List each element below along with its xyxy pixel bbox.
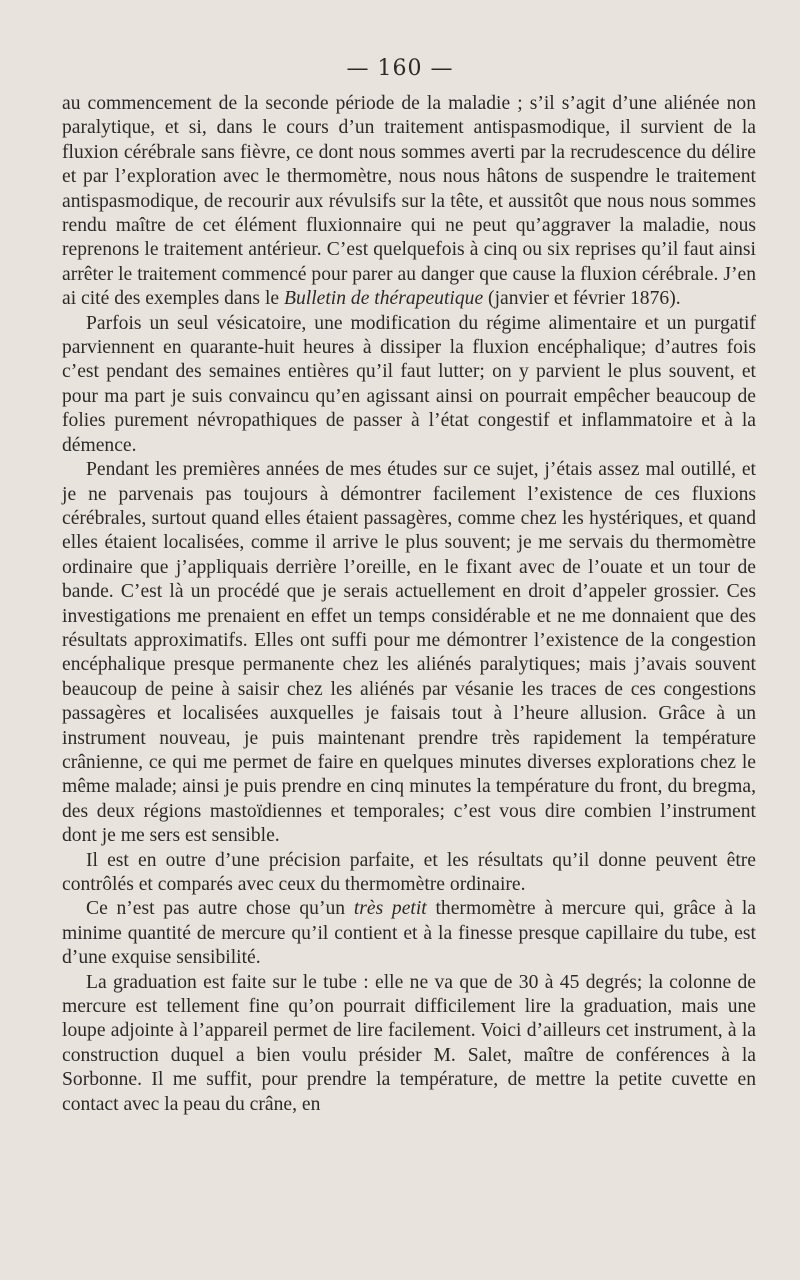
paragraph-5-text-b: thermomètre à mercure qui, grâce à la minime quantité de mercure qu’il contient et à la finesse presque capillaire du tube, est d’une exquise sensibilité.: [62, 898, 756, 969]
paragraph-5: [62, 897, 756, 970]
paragraph-6: La graduation est faite sur le tube : elle ne va que de 30 à 45 degrés; la colonne de mercure est tellement fine qu’on pourrait difficilement lire la graduation, mais une loupe adjointe à l’appareil permet de lire facilement. Voici d’ailleurs cet instrument, à la construction duquel a bien voulu présider M. Salet, maître de conférences à la Sorbonne. Il me suffit, pour prendre la température, de mettre la petite cuvette en contact avec la peau du crâne, en: [62, 971, 756, 1115]
body-text: [62, 92, 756, 1117]
emphasis-tres-petit: très petit: [353, 898, 427, 920]
paragraph-3: Pendant les premières années de mes études sur ce sujet, j’étais assez mal outillé, et je ne parvenais pas toujours à démontrer facilement l’existence de ces fluxions cérébrales, surtout quand elles étaient passagères, comme chez les hystériques, et quand elles étaient localisées, comme il arrive le plus souvent; je me servais du thermomètre ordinaire que j’appliquais derrière l’oreille, en le fixant avec de l’ouate et un tour de bande. C’est là un procédé que je serais actuellement en droit d’appeler grossier. Ces investigations me prenaient en effet un temps considérable et ne me donnaient que des résultats approximatifs. Elles ont suffi pour me démontrer l’existence de la congestion encéphalique presque permanente chez les aliénés paralytiques; mais j’avais souvent beaucoup de peine à saisir chez les aliénés par vésanie les traces de ces congestions passagères et localisées auxquelles je faisais tout à l’heure allusion. Grâce à un instrument nouveau, je puis maintenant prendre très rapidement la température crânienne, ce qui me permet de faire en quelques minutes diverses explorations chez le même malade; ainsi je puis prendre en cinq minutes la température du front, du bregma, des deux régions mastoïdiennes et temporales; c’est vous dire combien l’instrument dont je me sers est sensible.: [62, 459, 756, 847]
paragraph-1: [62, 92, 756, 312]
paragraph-4: Il est en outre d’une précision parfaite, et les résultats qu’il donne peuvent être contrôlés et comparés avec ceux du thermomètre ordinaire.: [62, 849, 756, 895]
paragraph-1-text-b: (janvier et février 1876).: [483, 288, 681, 310]
paragraph-1-text-a: au commencement de la seconde période de la maladie ; s’il s’agit d’une aliénée non paralytique, et si, dans le cours d’un traitement antispasmodique, il survient de la fluxion cérébrale sans fièvre, ce dont nous sommes averti par la recrudescence du délire et par l’exploration avec le thermomètre, nous nous hâtons de suspendre le traitement antispasmodique, de recourir aux révulsifs sur la tête, et aussitôt que nous nous sommes rendu maître de cet élément fluxionnaire qui ne peut qu’aggraver la maladie, nous reprenons le traitement antérieur. C’est quelquefois à cinq ou six reprises qu’il faut ainsi arrêter le traitement commencé pour parer au danger que cause la fluxion cérébrale. J’en ai cité des exemples dans le: [62, 93, 756, 310]
paragraph-5-text-a: Ce n’est pas autre chose qu’un: [86, 898, 354, 920]
page-number: — 160 —: [346, 56, 454, 81]
paragraph-2: Parfois un seul vésicatoire, une modification du régime alimentaire et un purgatif parviennent en quarante-huit heures à dissiper la fluxion encéphalique; d’autres fois c’est pendant des semaines entières qu’il faut lutter; on y parvient le plus souvent, et pour ma part je suis convaincu qu’en agissant ainsi on pourrait empêcher beaucoup de folies purement névropathiques de passer à l’état congestif et inflammatoire et à la démence.: [62, 312, 756, 456]
journal-title: Bulletin de thérapeutique: [283, 288, 484, 310]
